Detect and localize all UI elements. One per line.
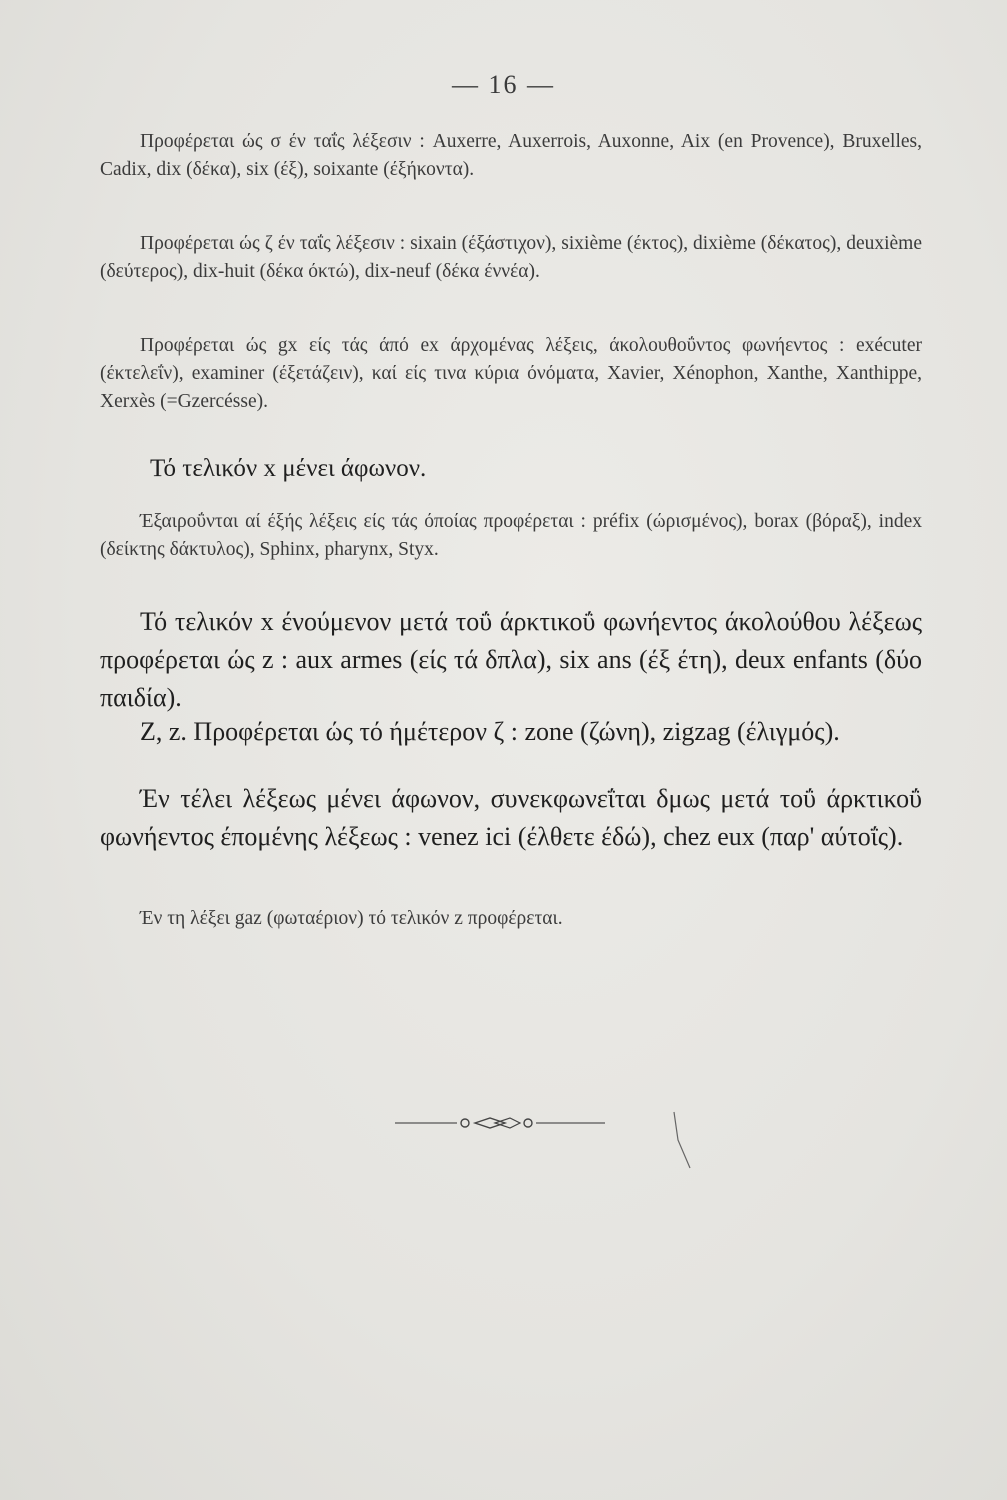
paper-scratch-mark	[660, 1110, 700, 1170]
paragraph-gaz: Έν τη λέξει gaz (φωταέριον) τό τελικόν z προφέρεται.	[140, 908, 563, 929]
paragraph-liaison-x: Τό τελικόν x ένούμενον μετά τοΰ άρκτικοΰ φωνήεντος άκολούθου λέξεως προφέρεται ώς z : aux armes (είς τά δπλα), six ans (έξ έτη), deux enfants (δύο παιδία).	[100, 607, 922, 712]
page-number: — 16 —	[452, 70, 555, 99]
paragraph-letter-z: Z, z. Προφέρεται ώς τό ήμέτερον ζ : zone (ζώνη), zigzag (έλιγμός).	[140, 717, 840, 746]
paragraph-pronunciation-z: Προφέρεται ώς ζ έν ταΐς λέξεσιν : sixain (έξάστιχον), sixième (έκτος), dixième (δέκατος), deuxième (δεύτερος), dix-huit (δέκα όκτώ), dix-neuf (δέκα έννέα).	[100, 233, 922, 282]
paragraph-final-z: Έν τέλει λέξεως μένει άφωνον, συνεκφωνεΐται δμως μετά τοΰ άρκτικοΰ φωνήεντος έπομένης λέξεως : venez ici (έλθετε έδώ), chez eux (παρ' αύτοΐς).	[100, 784, 922, 851]
section-heading-final-x: Τό τελικόν x μένει άφωνον.	[150, 455, 427, 482]
paragraph-pronunciation-s: Προφέρεται ώς σ έν ταΐς λέξεσιν : Auxerre, Auxerrois, Auxonne, Aix (en Provence), Bruxelles, Cadix, dix (δέκα), six (έξ), soixante (έξήκοντα).	[100, 131, 922, 180]
decorative-rule-ornament	[395, 1108, 605, 1138]
paragraph-pronunciation-gx: Προφέρεται ώς gx είς τάς άπό ex άρχομένας λέξεις, άκολουθοΰντος φωνήεντος : exécuter (έκτελεΐν), examiner (έξετάζειν), καί είς τινα κύρια όνόματα, Xavier, Xénophon, Xanthe, Xanthippe, Xerxès (=Gzercésse).	[100, 335, 922, 412]
paragraph-exceptions: Έξαιροΰνται αί έξής λέξεις είς τάς όποίας προφέρεται : préfix (ώρισμένος), borax (βόραξ), index (δείκτης δάκτυλος), Sphinx, pharynx, Styx.	[100, 511, 922, 560]
